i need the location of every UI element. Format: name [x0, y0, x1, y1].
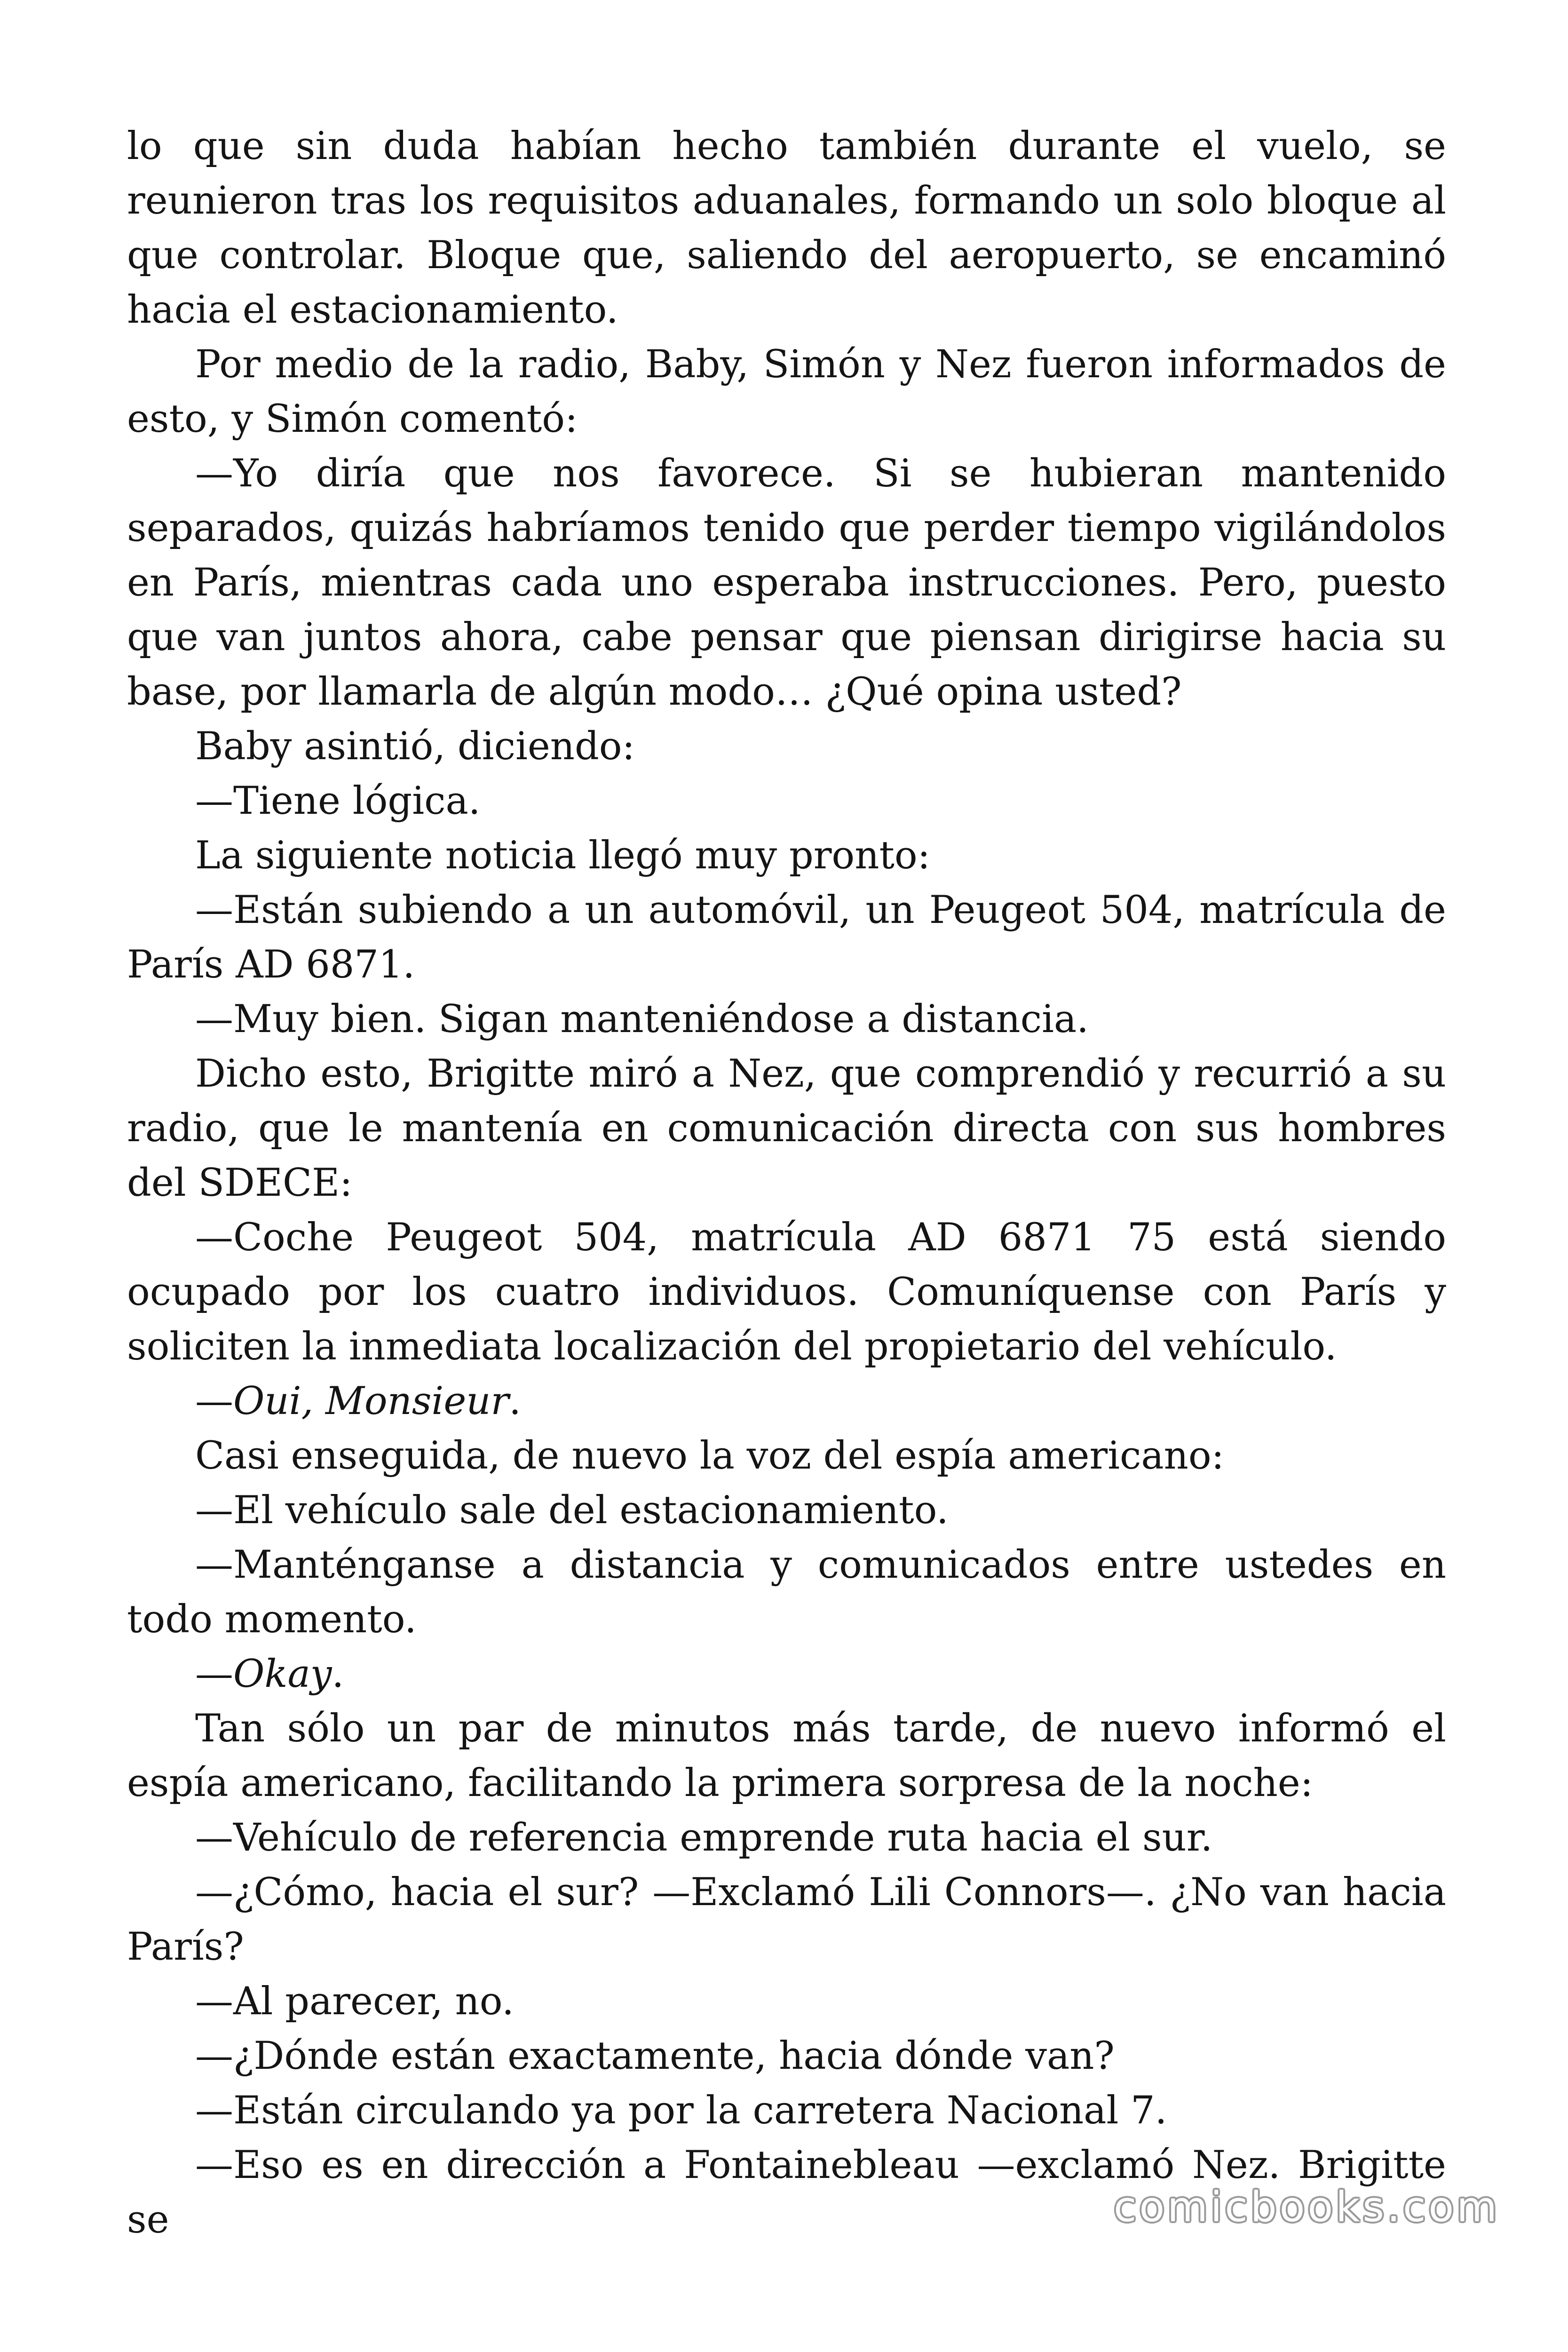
paragraph: —Vehículo de referencia emprende ruta hacia el sur. — [195, 1816, 1213, 1860]
paragraph: lo que sin duda habían hecho también durante el vuelo, se reunieron tras los requisitos aduanales, formando un solo bloque al que controlar. Bloque que, saliendo del aeropuerto, se encaminó hacia el estacionamiento. — [127, 124, 1446, 332]
paragraph: —Están circulando ya por la carretera Nacional 7. — [195, 2089, 1167, 2133]
page-body — [127, 119, 1446, 2247]
paragraph: —El vehículo sale del estacionamiento. — [195, 1488, 949, 1533]
italic-text: Oui, Monsieur — [233, 1379, 509, 1423]
paragraph: Casi enseguida, de nuevo la voz del espía americano: — [195, 1434, 1224, 1478]
italic-text: Okay — [233, 1652, 332, 1696]
watermark: comicbooks.com — [1113, 2183, 1500, 2231]
paragraph: —¿Dónde están exactamente, hacia dónde van? — [195, 2034, 1115, 2078]
paragraph: —Eso es en dirección a Fontainebleau —exclamó Nez. Brigitte se — [127, 2143, 1446, 2242]
paragraph: —¿Cómo, hacia el sur? —Exclamó Lili Connors—. ¿No van hacia París? — [127, 1870, 1446, 1969]
paragraph: —Tiene lógica. — [195, 779, 481, 823]
paragraph: Baby asintió, diciendo: — [195, 724, 635, 769]
paragraph: —Coche Peugeot 504, matrícula AD 6871 75 está siendo ocupado por los cuatro individuos. Comuníquense con París y soliciten la inmediata localización del propietario del vehículo. — [127, 1216, 1446, 1369]
paragraph: Por medio de la radio, Baby, Simón y Nez fueron informados de esto, y Simón comentó: — [127, 342, 1446, 441]
paragraph: —Manténganse a distancia y comunicados entre ustedes en todo momento. — [127, 1543, 1446, 1642]
paragraph: —Al parecer, no. — [195, 1979, 514, 2024]
paragraph: —Yo diría que nos favorece. Si se hubieran mantenido separados, quizás habríamos tenido que perder tiempo vigilándolos en París, mientras cada uno esperaba instrucciones. Pero, puesto que van juntos ahora, cabe pensar que piensan dirigirse hacia su base, por llamarla de algún modo… ¿Qué opina usted? — [127, 452, 1446, 714]
paragraph: —Okay. — [195, 1652, 344, 1696]
paragraph: Tan sólo un par de minutos más tarde, de nuevo informó el espía americano, facilitando la primera sorpresa de la noche: — [127, 1707, 1446, 1805]
paragraph: —Oui, Monsieur. — [195, 1379, 521, 1423]
paragraph: —Muy bien. Sigan manteniéndose a distancia. — [195, 997, 1089, 1041]
paragraph: La siguiente noticia llegó muy pronto: — [195, 834, 930, 878]
paragraph: Dicho esto, Brigitte miró a Nez, que comprendió y recurrió a su radio, que le mantenía en comunicación directa con sus hombres del SDECE: — [127, 1052, 1446, 1205]
paragraph: —Están subiendo a un automóvil, un Peugeot 504, matrícula de París AD 6871. — [127, 888, 1446, 987]
